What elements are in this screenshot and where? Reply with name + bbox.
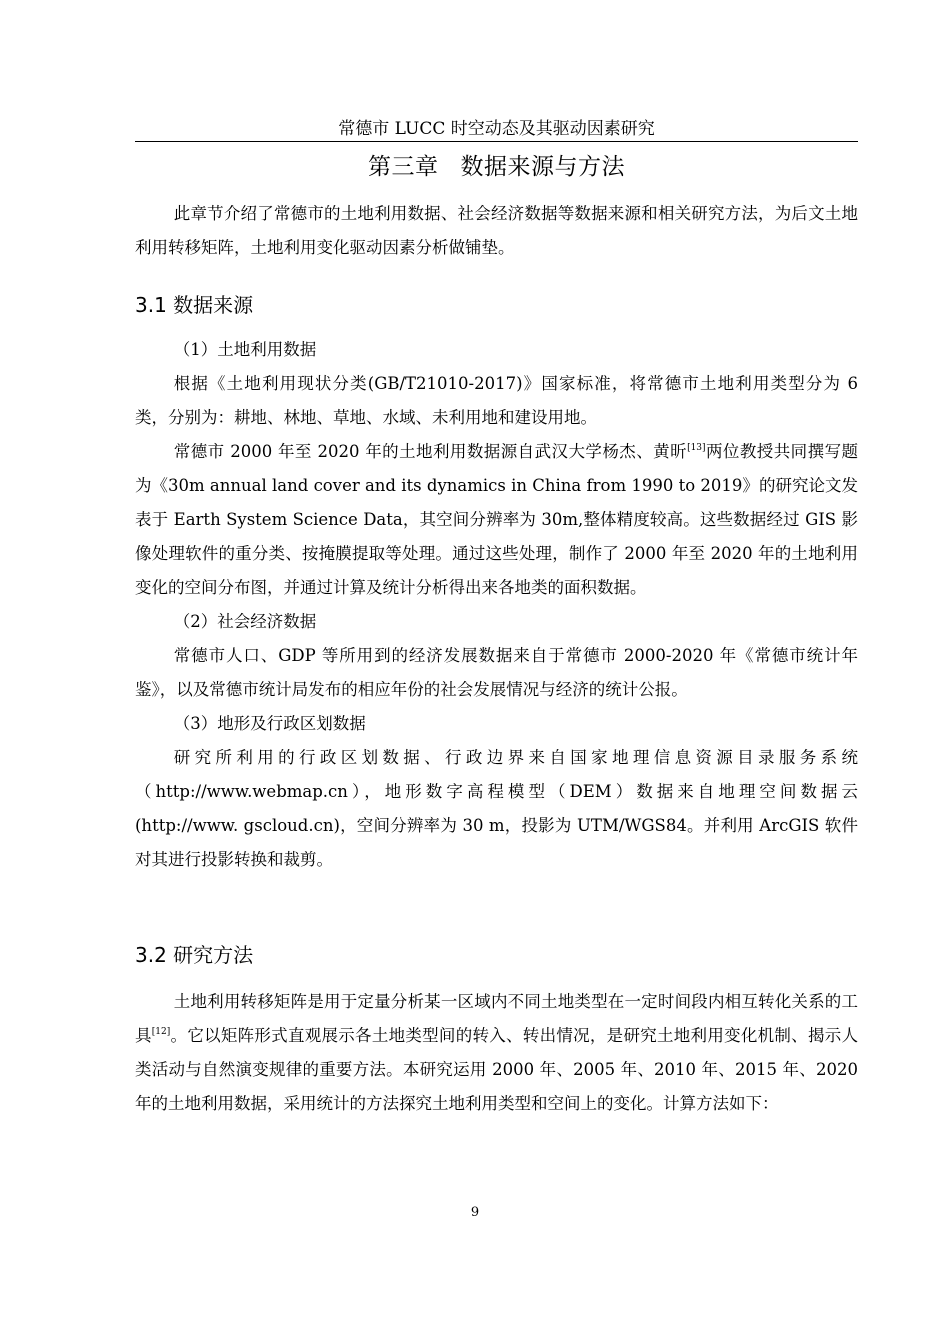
section-3-1-body	[135, 333, 858, 877]
land-use-text-b: 两位教授共同撰写题为《30m annual land cover and its dynamics in China from 1990 to 2019》的研究论文发表于 Earth System Science Data，其空间分辨率为 30m,整体精度较高。这些数据经过 GIS 影像处理软件的重分类、按掩膜提取等处理。通过这些处理，制作了 2000 年至 2020 年的土地利用变化的空间分布图，并通过计算及统计分析得出来各地类的面积数据。	[135, 442, 859, 597]
section-3-2-body	[135, 985, 858, 1121]
header-rule	[135, 141, 858, 142]
socioeconomic-paragraph: 常德市人口、GDP 等所用到的经济发展数据来自于常德市 2000-2020 年《常德市统计年鉴》，以及常德市统计局发布的相应年份的社会发展情况与经济的统计公报。	[135, 646, 858, 699]
page-number: 9	[470, 1205, 480, 1220]
land-use-text-a: 常德市 2000 年至 2020 年的土地利用数据源自武汉大学杨杰、黄昕	[173, 442, 688, 461]
chapter-title	[135, 150, 858, 184]
chapter-number: 第三章	[368, 154, 439, 180]
land-use-paragraph-1: 根据《土地利用现状分类(GB/T21010-2017)》国家标准，将常德市土地利用类型分为 6 类，分别为：耕地、林地、草地、水域、未利用地和建设用地。	[135, 374, 858, 427]
section-heading-3-1: 3.1 数据来源	[135, 293, 254, 317]
subsection-title-socioeconomic: （2）社会经济数据	[173, 612, 317, 631]
methods-text-b: 。它以矩阵形式直观展示各土地类型间的转入、转出情况，是研究土地利用变化机制、揭示人类活动与自然演变规律的重要方法。本研究运用 2000 年、2005 年、2010 年、2015 年、2020 年的土地利用数据，采用统计的方法探究土地利用类型和空间上的变化。计算方法如下：	[135, 1026, 859, 1113]
intro-paragraph: 此章节介绍了常德市的土地利用数据、社会经济数据等数据来源和相关研究方法，为后文土地利用转移矩阵，土地利用变化驱动因素分析做铺垫。	[135, 204, 858, 257]
running-header: 常德市 LUCC 时空动态及其驱动因素研究	[338, 119, 655, 139]
chapter-name: 数据来源与方法	[460, 154, 625, 180]
citation-13: [13]	[687, 443, 706, 453]
citation-12: [12]	[151, 1027, 171, 1037]
subsection-title-land-use: （1）土地利用数据	[173, 340, 317, 359]
methods-paragraph	[135, 985, 858, 1121]
land-use-paragraph-2	[135, 435, 858, 605]
terrain-paragraph: 研究所利用的行政区划数据、行政边界来自国家地理信息资源目录服务系统（http://www.webmap.cn），地形数字高程模型（DEM）数据来自地理空间数据云(http://www. gscloud.cn)，空间分辨率为 30 m，投影为 UTM/WGS84。并利用 ArcGIS 软件对其进行投影转换和裁剪。	[135, 748, 858, 869]
intro-block	[135, 197, 858, 265]
methods-text-a: 土地利用转移矩阵是用于定量分析某一区域内不同土地类型在一定时间段内相互转化关系的工具	[135, 992, 858, 1045]
section-heading-3-2: 3.2 研究方法	[135, 943, 254, 967]
subsection-title-terrain: （3）地形及行政区划数据	[173, 714, 366, 733]
